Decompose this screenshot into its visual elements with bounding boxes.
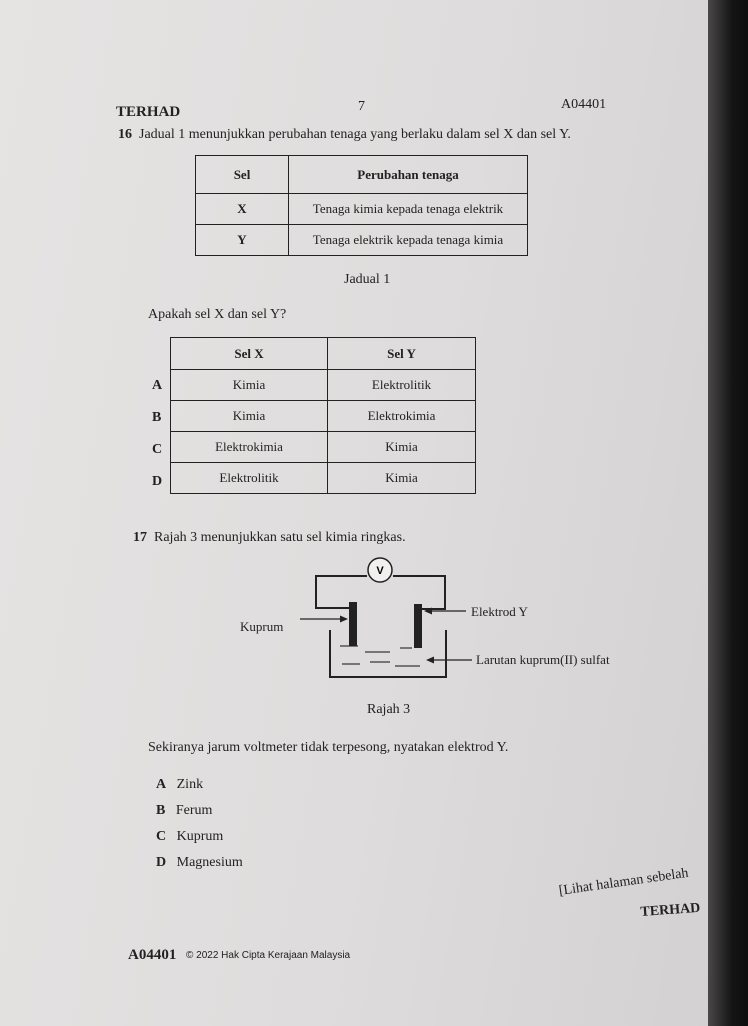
choice-text: Ferum: [175, 803, 213, 818]
options-cell: Kimia: [171, 370, 328, 401]
header-terhad: TERHAD: [116, 104, 181, 120]
q17-question: Sekiranya jarum voltmeter tidak terpesong, nyatakan elektrod Y.: [148, 740, 509, 755]
options-row-d[interactable]: [171, 463, 476, 494]
q16-option-letter[interactable]: B: [152, 410, 162, 425]
choice-a[interactable]: [156, 777, 203, 793]
options-cell: Elektrokimia: [171, 432, 328, 463]
table1-caption: Jadual 1: [344, 272, 391, 287]
options-row-a[interactable]: [171, 370, 476, 401]
choice-text: Magnesium: [176, 855, 243, 870]
options-cell: Kimia: [171, 401, 328, 432]
options-header-sely: Sel Y: [328, 338, 476, 370]
options-cell: Kimia: [328, 463, 476, 494]
beaker: [330, 630, 446, 677]
wire-left: [316, 576, 367, 608]
table1-header-perubahan: Perubahan tenaga: [289, 156, 528, 194]
arrow-head: [340, 616, 348, 623]
options-table: [170, 337, 476, 494]
options-cell: Kimia: [328, 432, 476, 463]
choice-c[interactable]: [156, 829, 223, 845]
choice-text: Kuprum: [176, 829, 224, 844]
table1-cell: X: [196, 194, 289, 225]
label-larutan: Larutan kuprum(II) sulfat: [476, 652, 610, 667]
choice-text: Zink: [176, 777, 204, 792]
q16-question: Apakah sel X dan sel Y?: [148, 307, 287, 322]
choice-letter: B: [156, 803, 166, 818]
table1-header-sel: Sel: [196, 156, 289, 194]
options-row-c[interactable]: [171, 432, 476, 463]
q16-option-letter[interactable]: A: [152, 378, 163, 393]
footer-terhad: TERHAD: [640, 900, 701, 920]
arrow-head: [426, 657, 434, 664]
q16: [118, 127, 571, 143]
q16-option-letter[interactable]: D: [152, 474, 163, 489]
page-shadow-edge: [708, 0, 748, 1026]
q17-text: Rajah 3 menunjukkan satu sel kimia ringkas.: [154, 530, 406, 545]
table1-cell: Tenaga kimia kepada tenaga elektrik: [289, 194, 528, 225]
q16-option-letter[interactable]: C: [152, 442, 163, 457]
q17-number: 17: [133, 530, 147, 545]
options-header-selx: Sel X: [171, 338, 328, 370]
page-number: 7: [358, 99, 365, 114]
options-cell: Elektrokimia: [328, 401, 476, 432]
header-code: A04401: [561, 97, 607, 112]
q16-number: 16: [118, 127, 132, 142]
options-cell: Elektrolitik: [328, 370, 476, 401]
choice-letter: A: [156, 777, 167, 792]
table1-cell: Tenaga elektrik kepada tenaga kimia: [289, 225, 528, 256]
next-page-note: [Lihat halaman sebelah: [558, 865, 690, 899]
q17: [133, 530, 406, 546]
choice-d[interactable]: [156, 855, 243, 871]
q16-text: Jadual 1 menunjukkan perubahan tenaga yang berlaku dalam sel X dan sel Y.: [139, 127, 571, 142]
choice-letter: D: [156, 855, 167, 870]
options-cell: Elektrolitik: [171, 463, 328, 494]
label-elektrod-y: Elektrod Y: [471, 604, 528, 619]
table-1: [195, 155, 528, 256]
choice-b[interactable]: [156, 803, 212, 819]
electrode-y: [414, 604, 422, 648]
electrode-kuprum: [349, 602, 357, 646]
voltmeter-label: V: [376, 565, 384, 577]
footer-code: A04401: [128, 947, 177, 963]
table1-cell: Y: [196, 225, 289, 256]
choice-letter: C: [156, 829, 167, 844]
rajah-3-caption: Rajah 3: [367, 702, 411, 717]
label-kuprum: Kuprum: [240, 619, 284, 634]
footer-copyright: © 2022 Hak Cipta Kerajaan Malaysia: [186, 950, 351, 961]
options-row-b[interactable]: [171, 401, 476, 432]
